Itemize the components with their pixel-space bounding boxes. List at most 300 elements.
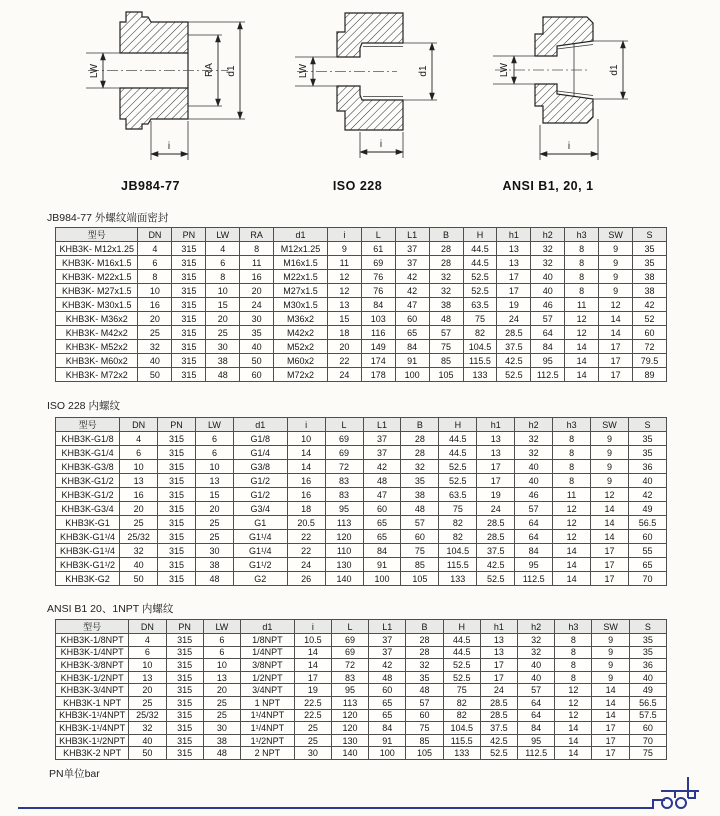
column-header: h2 [515,418,553,432]
table-cell: 28.5 [480,696,517,709]
table-cell: 82 [439,516,477,530]
table-cell: 9 [592,634,629,647]
table-cell: 6 [195,432,233,446]
table-cell: 38 [633,284,667,298]
table-cell: 130 [331,734,368,747]
table-cell: 17 [592,734,629,747]
table-cell: KHB3K-G1/2 [56,474,120,488]
corner-flourish-decoration [15,772,710,816]
table-cell: 60 [628,530,666,544]
table-cell: 25 [138,326,172,340]
column-header: DN [120,418,158,432]
table-cell: 48 [195,572,233,586]
table-cell: KHB3K- M42x2 [56,326,138,340]
table-cell: 9 [591,446,629,460]
table-cell: KHB3K-1/2NPT [56,671,129,684]
column-header: L1 [369,620,406,634]
table-cell: KHB3K-1/4NPT [56,646,129,659]
table-row [56,460,667,474]
table-cell: 178 [361,368,395,382]
table-cell: 83 [325,474,363,488]
table-cell: 12 [327,270,361,284]
pn-unit-note: PN单位bar [49,768,100,780]
bottom-rule-line [18,800,665,808]
table-cell: 20 [195,502,233,516]
d1-label: d1 [609,64,620,76]
lw-label: LW [89,63,100,79]
table-cell: 17 [591,558,629,572]
table-cell: 115.5 [443,734,480,747]
table-cell: 8 [206,270,240,284]
table-cell: 17 [480,659,517,672]
table-row [56,646,667,659]
table-cell: 4 [206,242,240,256]
table-cell: 30 [203,722,240,735]
table-cell: 14 [294,659,331,672]
table-cell: KHB3K- M52x2 [56,340,138,354]
column-header: PN [158,418,196,432]
table-cell: 35 [629,646,666,659]
table-cell: 84 [395,340,429,354]
table-cell: 13 [203,671,240,684]
table-cell: 16 [287,474,325,488]
table-cell: 75 [443,684,480,697]
table-cell: 57 [515,502,553,516]
table-cell: 315 [172,270,206,284]
column-header: h3 [565,228,599,242]
table-cell: 25 [203,709,240,722]
table-cell: 65 [369,696,406,709]
table-cell: 57.5 [629,709,666,722]
table-cell: 44.5 [463,256,497,270]
table-row [56,634,667,647]
table-cell: 120 [325,530,363,544]
column-header: DN [129,620,166,634]
table-cell: 1¹/4NPT [240,709,294,722]
table-cell: 13 [480,646,517,659]
table-cell: 40 [515,474,553,488]
column-header: H [463,228,497,242]
table-row [56,671,667,684]
table-cell: 315 [158,530,196,544]
column-header: H [439,418,477,432]
table-cell: 35 [406,671,443,684]
table-row [56,572,667,586]
table-cell: 24 [480,684,517,697]
table-cell: 32 [518,634,555,647]
table-cell: 9 [592,659,629,672]
table-cell: 28.5 [477,530,515,544]
table-row [56,270,667,284]
column-header: SW [599,228,633,242]
table-row [56,474,667,488]
table-row [56,298,667,312]
table-cell: 69 [331,634,368,647]
table-cell: 10 [287,432,325,446]
table-cell: 16 [287,488,325,502]
column-header: h2 [518,620,555,634]
table-cell: 14 [553,558,591,572]
table-cell: G1/2 [233,488,287,502]
table-cell: 22 [287,530,325,544]
table-cell: 65 [363,516,401,530]
i-label: i [379,139,383,150]
table-cell: 50 [138,368,172,382]
table-cell: 69 [325,446,363,460]
table-cell: 61 [361,242,395,256]
table-cell: 315 [158,446,196,460]
column-header: SW [591,418,629,432]
table-cell: 42 [395,270,429,284]
table-row [56,516,667,530]
table-cell: 40 [138,354,172,368]
table-row [56,446,667,460]
table-cell: KHB3K- M12x1.25 [56,242,138,256]
table-cell: 52.5 [439,460,477,474]
table-cell: 75 [429,340,463,354]
table-cell: 40 [531,284,565,298]
table-cell: M30x1.5 [274,298,328,312]
table-cell: 315 [172,340,206,354]
table-cell: 8 [565,242,599,256]
table-cell: 32 [515,432,553,446]
table-cell: 85 [401,558,439,572]
table-cell: G1/4 [233,446,287,460]
table-cell: 40 [120,558,158,572]
table-row [56,284,667,298]
table-cell: 44.5 [439,446,477,460]
table-cell: 315 [166,722,203,735]
table-cell: 13 [129,671,166,684]
table-cell: 32 [129,722,166,735]
table-cell: 48 [363,474,401,488]
table-cell: 22.5 [294,709,331,722]
d1-label: d1 [418,65,429,77]
table-cell: 112.5 [515,572,553,586]
table-cell: 315 [172,256,206,270]
table-cell: 133 [439,572,477,586]
table-cell: 32 [120,544,158,558]
table-cell: G1¹/4 [233,544,287,558]
table-cell: 315 [172,368,206,382]
table-cell: 12 [565,312,599,326]
table-cell: 75 [401,544,439,558]
table-cell: 40 [129,734,166,747]
table-cell: 48 [369,671,406,684]
table-cell: 12 [553,502,591,516]
table-cell: 64 [515,516,553,530]
table-cell: 49 [629,684,666,697]
table-cell: 79.5 [633,354,667,368]
table-cell: 315 [172,354,206,368]
table-cell: 28 [401,446,439,460]
table-cell: 104.5 [463,340,497,354]
table-cell: 315 [158,516,196,530]
table-row [56,544,667,558]
column-header: h1 [477,418,515,432]
table-cell: 315 [166,659,203,672]
table-cell: 48 [206,368,240,382]
table-cell: 37 [395,242,429,256]
table-cell: 42 [395,284,429,298]
table-cell: 17 [591,572,629,586]
table-cell: 42 [628,488,666,502]
table-row [56,734,667,747]
flourish-detail [675,791,695,798]
table-cell: 85 [406,734,443,747]
table-cell: 64 [531,326,565,340]
table-cell: 84 [361,298,395,312]
table-cell: 14 [553,572,591,586]
table-cell: 85 [429,354,463,368]
table-cell: 48 [203,747,240,760]
table-cell: 50 [120,572,158,586]
table-cell: 18 [327,326,361,340]
plug-body-lower [120,88,188,129]
table-cell: 14 [287,446,325,460]
table-cell: 315 [158,460,196,474]
table-cell: 28 [406,634,443,647]
jb984-drawing [80,8,255,168]
table-cell: 83 [331,671,368,684]
table-cell: 149 [361,340,395,354]
table-row [56,696,667,709]
table-cell: 11 [553,488,591,502]
table-cell: 3/8NPT [240,659,294,672]
table-cell: 8 [555,646,592,659]
table-cell: 17 [497,284,531,298]
column-header: h1 [480,620,517,634]
table-cell: M27x1.5 [274,284,328,298]
table-cell: 75 [629,747,666,760]
table-cell: 9 [592,671,629,684]
table-cell: 10.5 [294,634,331,647]
table-cell: 60 [406,709,443,722]
d1-label: d1 [226,65,237,77]
column-header: d1 [240,620,294,634]
table-cell: 8 [138,270,172,284]
table-cell: 104.5 [439,544,477,558]
table-cell: 13 [477,446,515,460]
table-cell: 30 [206,340,240,354]
column-header: LW [203,620,240,634]
ansi-dimension-table [55,619,667,760]
table-cell: 63.5 [463,298,497,312]
table-cell: 15 [195,488,233,502]
table-cell: 95 [515,558,553,572]
table-cell: 12 [565,326,599,340]
lw-label: LW [298,63,309,79]
table-cell: 14 [599,312,633,326]
table-cell: KHB3K-G3/8 [56,460,120,474]
table-cell: 20 [327,340,361,354]
table-cell: 38 [633,270,667,284]
table-cell: 8 [553,432,591,446]
table-cell: KHB3K-1/8NPT [56,634,129,647]
table-cell: 60 [633,326,667,340]
table-cell: 28 [401,432,439,446]
table-cell: 60 [240,368,274,382]
table-cell: 112.5 [531,368,565,382]
column-header: 型号 [56,418,120,432]
table-cell: 10 [203,659,240,672]
column-header: S [628,418,666,432]
table-cell: 11 [327,256,361,270]
table-cell: 8 [553,446,591,460]
table-cell: 32 [531,242,565,256]
table-cell: 12 [599,298,633,312]
table-cell: 11 [565,298,599,312]
i-label: i [167,141,171,152]
table-cell: 315 [158,432,196,446]
table-cell: 38 [203,734,240,747]
table-cell: 30 [195,544,233,558]
table-cell: 40 [518,671,555,684]
table-row [56,659,667,672]
table-cell: 6 [129,646,166,659]
table-row [56,502,667,516]
table-cell: 25 [294,722,331,735]
header-row [56,620,667,634]
table-cell: G1¹/4 [233,530,287,544]
table-cell: 10 [195,460,233,474]
column-header: B [429,228,463,242]
table-cell: 37 [363,446,401,460]
table-cell: 37.5 [497,340,531,354]
table-cell: 140 [331,747,368,760]
table-cell: M12x1.25 [274,242,328,256]
table-cell: 20 [120,502,158,516]
table-cell: 25 [129,696,166,709]
table-cell: KHB3K-G1 [56,516,120,530]
table-cell: 315 [166,709,203,722]
table-cell: 14 [287,460,325,474]
table-cell: 44.5 [463,242,497,256]
table-cell: 14 [555,722,592,735]
table-cell: M42x2 [274,326,328,340]
table-cell: G1/8 [233,432,287,446]
table-cell: 9 [599,242,633,256]
table-cell: 18 [287,502,325,516]
table-cell: 17 [497,270,531,284]
table-cell: 10 [120,460,158,474]
table-cell: 40 [628,474,666,488]
table-cell: 49 [628,502,666,516]
column-header: d1 [274,228,328,242]
table-row [56,558,667,572]
table-cell: 25 [195,530,233,544]
ansi-caption: ANSI B1, 20, 1 [502,179,594,193]
column-header: PN [172,228,206,242]
column-header: L1 [395,228,429,242]
table-cell: 25 [203,696,240,709]
table-cell: 72 [633,340,667,354]
table-cell: 113 [325,516,363,530]
table-cell: 48 [401,502,439,516]
table-cell: 8 [555,671,592,684]
table-cell: 44.5 [443,646,480,659]
table-cell: 24 [477,502,515,516]
table-cell: 82 [443,696,480,709]
table-cell: 140 [325,572,363,586]
table-cell: G1¹/2 [233,558,287,572]
table-cell: 105 [406,747,443,760]
table-cell: 42 [633,298,667,312]
table-cell: 75 [439,502,477,516]
table-cell: 14 [555,734,592,747]
table-cell: 40 [531,270,565,284]
table-cell: 76 [361,270,395,284]
table-cell: 12 [327,284,361,298]
table-cell: 32 [518,646,555,659]
iso228-drawing [285,8,460,168]
table-cell: 12 [553,516,591,530]
table-cell: 1¹/4NPT [240,722,294,735]
table-cell: KHB3K-3/4NPT [56,684,129,697]
table-cell: 19 [294,684,331,697]
table-cell: 10 [129,659,166,672]
table-cell: 52.5 [477,572,515,586]
table-cell: 104.5 [443,722,480,735]
table-cell: 36 [628,460,666,474]
table-cell: 28 [429,256,463,270]
table-row [56,488,667,502]
table-cell: 24 [497,312,531,326]
table-cell: 315 [172,312,206,326]
table-cell: 95 [531,354,565,368]
table-cell: KHB3K- M22x1.5 [56,270,138,284]
table-cell: 25 [206,326,240,340]
table-cell: 37 [395,256,429,270]
table-cell: 47 [395,298,429,312]
table-cell: 8 [565,284,599,298]
table-cell: 11 [240,256,274,270]
table-cell: 42.5 [497,354,531,368]
table-cell: G1 [233,516,287,530]
table-cell: G1/2 [233,474,287,488]
table-cell: 17 [480,671,517,684]
table-cell: 14 [565,368,599,382]
table-cell: 315 [158,558,196,572]
column-header: L [361,228,395,242]
table-cell: 95 [325,502,363,516]
table-cell: 70 [628,572,666,586]
flourish-loop [676,798,686,808]
table-cell: 72 [325,460,363,474]
iso228-dimension-table [55,417,667,586]
table-cell: 20 [129,684,166,697]
table-cell: 14 [591,516,629,530]
table-cell: M22x1.5 [274,270,328,284]
table-cell: G2 [233,572,287,586]
flourish-loop [662,798,672,808]
table-cell: KHB3K-1¹/4NPT [56,709,129,722]
table-cell: 69 [361,256,395,270]
table-cell: 116 [361,326,395,340]
header-row [56,418,667,432]
table-row [56,340,667,354]
table-cell: 60 [629,722,666,735]
table-row [56,256,667,270]
table-cell: 17 [477,460,515,474]
table-cell: 28 [406,646,443,659]
column-header: i [327,228,361,242]
table-cell: KHB3K-G2 [56,572,120,586]
table-cell: 82 [463,326,497,340]
table-cell: 17 [592,747,629,760]
table-cell: 9 [599,270,633,284]
table-cell: 20.5 [287,516,325,530]
